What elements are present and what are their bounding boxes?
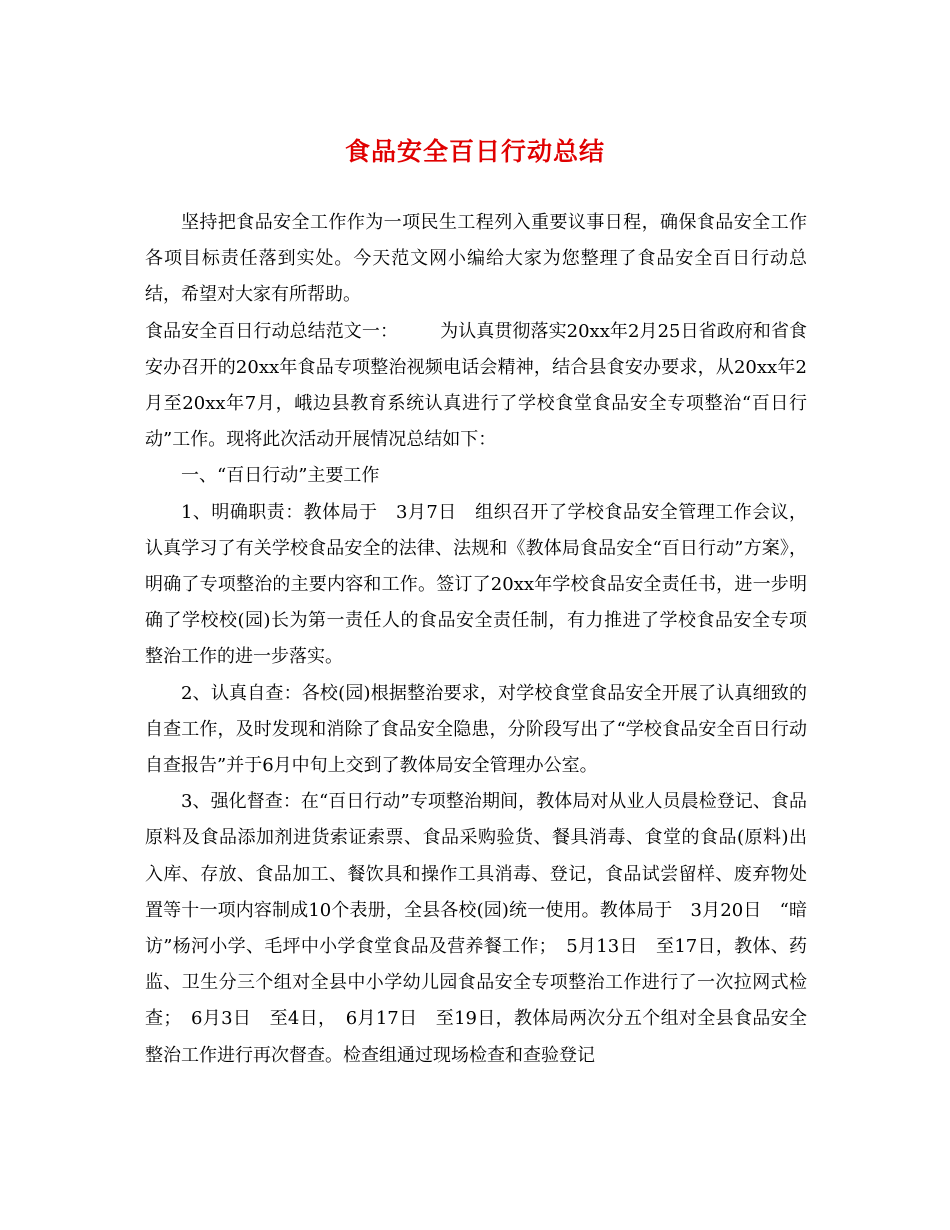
intro-paragraph: 坚持把食品安全工作作为一项民生工程列入重要议事日程，确保食品安全工作各项目标责任落到实处。今天范文网小编给大家为您整理了食品安全百日行动总结，希望对大家有所帮助。 bbox=[145, 212, 807, 306]
sample-paragraph bbox=[145, 314, 807, 459]
sample-text: 为认真贯彻落实20xx年2月25日省政府和省食安办召开的20xx年食品专项整治视频电话会精神，结合县食安办要求，从20xx年2月至20xx年7月，峨边县教育系统认真进行了学校食堂食品安全专项整治“百日行动”工作。现将此次活动开展情况总结如下： bbox=[145, 320, 808, 451]
item-paragraph-2: 2、认真自查：各校(园)根据整治要求，对学校食堂食品安全开展了认真细致的自查工作，及时发现和消除了食品安全隐患，分阶段写出了“学校食品安全百日行动自查报告”并于6月中旬上交到了教体局安全管理办公室。 bbox=[145, 682, 807, 777]
sample-label: 食品安全百日行动总结范文一： bbox=[145, 320, 399, 342]
item-paragraph-1: 1、明确职责：教体局于 3月7日 组织召开了学校食品安全管理工作会议，认真学习了有关学校食品安全的法律、法规和《教体局食品安全“百日行动”方案》，明确了专项整治的主要内容和工作。签订了20xx年学校食品安全责任书，进一步明确了学校校(园)长为第一责任人的食品安全责任制，有力推进了学校食品安全专项整治工作的进一步落实。 bbox=[145, 501, 807, 668]
item-paragraph-3: 3、强化督查：在“百日行动”专项整治期间，教体局对从业人员晨检登记、食品原料及食品添加剂进货索证索票、食品采购验货、餐具消毒、食堂的食品(原料)出入库、存放、食品加工、餐饮具和操作工具消毒、登记，食品试尝留样、废弃物处置等十一项内容制成10个表册，全县各校(园)统一使用。教体局于 3月20日 “暗访”杨河小学、毛坪中小学食堂食品及营养餐工作； 5月13日 至17日，教体、药监、卫生分三个组对全县中小学幼儿园食品安全专项整治工作进行了一次拉网式检查； 6月3日 至4日， 6月17日 至19日，教体局两次分五个组对全县食品安全整治工作进行再次督查。检查组通过现场检查和查验登记 bbox=[145, 791, 807, 1066]
document-body bbox=[145, 205, 807, 1074]
section-heading: 一、“百日行动”主要工作 bbox=[181, 465, 380, 487]
document-title: 食品安全百日行动总结 bbox=[344, 137, 605, 166]
